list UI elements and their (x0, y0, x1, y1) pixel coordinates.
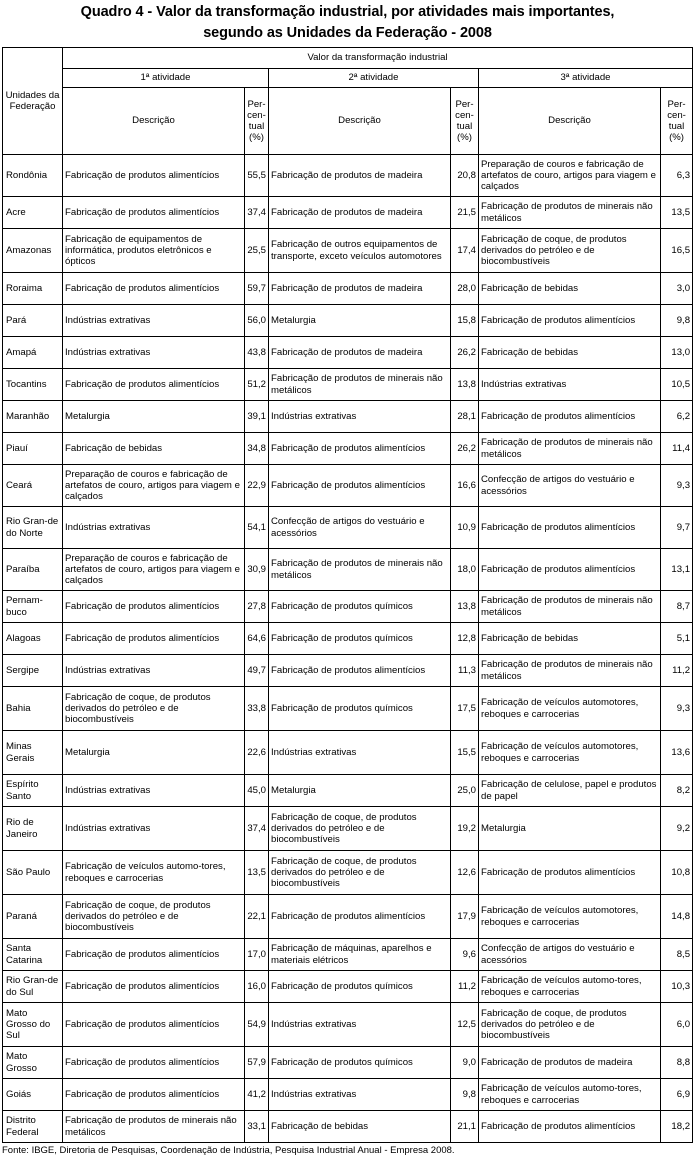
activity-3-percent: 13,0 (661, 337, 693, 369)
activity-1-description: Metalurgia (63, 731, 245, 775)
header-activity-3: 3ª atividade (479, 69, 693, 88)
activity-1-description: Fabricação de coque, de produtos derivados do petróleo e de biocombustíveis (63, 895, 245, 939)
activity-3-description: Fabricação de produtos alimentícios (479, 851, 661, 895)
uf-cell: Bahia (3, 687, 63, 731)
activity-2-description: Fabricação de coque, de produtos derivados do petróleo e de biocombustíveis (269, 807, 451, 851)
activity-3-percent: 8,5 (661, 939, 693, 971)
activity-1-description: Indústrias extrativas (63, 305, 245, 337)
activity-3-description: Fabricação de coque, de produtos derivados do petróleo e de biocombustíveis (479, 1003, 661, 1047)
activity-3-percent: 13,6 (661, 731, 693, 775)
activity-3-percent: 9,8 (661, 305, 693, 337)
activity-1-percent: 22,1 (245, 895, 269, 939)
activity-2-description: Fabricação de outros equipamentos de transporte, exceto veículos automotores (269, 229, 451, 273)
uf-cell: São Paulo (3, 851, 63, 895)
activity-1-description: Fabricação de equipamentos de informática, produtos eletrônicos e ópticos (63, 229, 245, 273)
activity-1-description: Fabricação de produtos alimentícios (63, 155, 245, 197)
activity-1-description: Indústrias extrativas (63, 775, 245, 807)
activity-2-description: Fabricação de máquinas, aparelhos e materiais elétricos (269, 939, 451, 971)
activity-2-description: Fabricação de produtos químicos (269, 687, 451, 731)
activity-2-description: Fabricação de produtos químicos (269, 591, 451, 623)
table-row (3, 1079, 693, 1111)
activity-2-description: Fabricação de produtos de madeira (269, 197, 451, 229)
activity-2-description: Fabricação de produtos químicos (269, 1047, 451, 1079)
header-desc-2: Descrição (269, 88, 451, 155)
activity-3-percent: 11,4 (661, 433, 693, 465)
uf-cell: Piauí (3, 433, 63, 465)
activity-3-percent: 6,3 (661, 155, 693, 197)
activity-2-description: Confecção de artigos do vestuário e acessórios (269, 507, 451, 549)
table-row (3, 971, 693, 1003)
activity-1-percent: 64,6 (245, 623, 269, 655)
activity-1-description: Fabricação de produtos alimentícios (63, 939, 245, 971)
table-row (3, 465, 693, 507)
uf-cell: Espírito Santo (3, 775, 63, 807)
table-row (3, 305, 693, 337)
activity-2-description: Fabricação de produtos de minerais não metálicos (269, 549, 451, 591)
activity-1-percent: 55,5 (245, 155, 269, 197)
activity-3-percent: 13,5 (661, 197, 693, 229)
activity-1-description: Fabricação de veículos automo-tores, reboques e carrocerias (63, 851, 245, 895)
activity-1-description: Fabricação de coque, de produtos derivados do petróleo e de biocombustíveis (63, 687, 245, 731)
activity-3-percent: 10,8 (661, 851, 693, 895)
header-desc-3: Descrição (479, 88, 661, 155)
activity-2-percent: 11,2 (451, 971, 479, 1003)
activity-2-percent: 9,8 (451, 1079, 479, 1111)
activity-3-description: Confecção de artigos do vestuário e acessórios (479, 465, 661, 507)
table-row (3, 591, 693, 623)
table-row (3, 895, 693, 939)
activity-2-description: Fabricação de produtos químicos (269, 623, 451, 655)
uf-cell: Goiás (3, 1079, 63, 1111)
activity-1-percent: 59,7 (245, 273, 269, 305)
uf-cell: Sergipe (3, 655, 63, 687)
activity-2-description: Fabricação de produtos de madeira (269, 273, 451, 305)
activity-2-description: Indústrias extrativas (269, 1079, 451, 1111)
table-row (3, 273, 693, 305)
activity-1-percent: 17,0 (245, 939, 269, 971)
activity-2-percent: 26,2 (451, 337, 479, 369)
activity-3-description: Fabricação de bebidas (479, 337, 661, 369)
activity-1-percent: 33,1 (245, 1111, 269, 1143)
activity-3-percent: 9,3 (661, 687, 693, 731)
activity-2-description: Fabricação de produtos de madeira (269, 337, 451, 369)
activity-2-description: Fabricação de produtos de madeira (269, 155, 451, 197)
activity-3-percent: 9,3 (661, 465, 693, 507)
activity-2-description: Fabricação de produtos alimentícios (269, 433, 451, 465)
uf-cell: Amapá (3, 337, 63, 369)
uf-cell: Distrito Federal (3, 1111, 63, 1143)
activity-3-description: Fabricação de produtos de minerais não metálicos (479, 197, 661, 229)
activity-3-percent: 6,2 (661, 401, 693, 433)
activity-1-description: Fabricação de produtos alimentícios (63, 971, 245, 1003)
uf-cell: Pará (3, 305, 63, 337)
uf-cell: Paraná (3, 895, 63, 939)
activity-1-description: Indústrias extrativas (63, 655, 245, 687)
activity-3-percent: 3,0 (661, 273, 693, 305)
activity-3-percent: 9,2 (661, 807, 693, 851)
uf-cell: Minas Gerais (3, 731, 63, 775)
uf-cell: Ceará (3, 465, 63, 507)
activity-3-description: Fabricação de produtos de minerais não metálicos (479, 433, 661, 465)
activity-3-description: Fabricação de coque, de produtos derivados do petróleo e de biocombustíveis (479, 229, 661, 273)
activity-3-description: Fabricação de veículos automo-tores, reboques e carrocerias (479, 971, 661, 1003)
activity-1-percent: 45,0 (245, 775, 269, 807)
header-pct-3: Per-cen-tual (%) (661, 88, 693, 155)
activity-1-percent: 54,1 (245, 507, 269, 549)
uf-cell: Rio Gran-de do Norte (3, 507, 63, 549)
activity-1-percent: 13,5 (245, 851, 269, 895)
uf-cell: Alagoas (3, 623, 63, 655)
activity-2-percent: 20,8 (451, 155, 479, 197)
activity-3-percent: 6,9 (661, 1079, 693, 1111)
activity-1-description: Fabricação de produtos alimentícios (63, 197, 245, 229)
activity-1-percent: 22,6 (245, 731, 269, 775)
table-row (3, 507, 693, 549)
activity-1-percent: 34,8 (245, 433, 269, 465)
activity-2-percent: 10,9 (451, 507, 479, 549)
uf-cell: Rondônia (3, 155, 63, 197)
title-line-2: segundo as Unidades da Federação - 2008 (203, 25, 492, 41)
source-note: Fonte: IBGE, Diretoria de Pesquisas, Coordenação de Indústria, Pesquisa Industrial Anual - Empresa 2008. (2, 1145, 455, 1156)
uf-cell: Acre (3, 197, 63, 229)
activity-1-description: Preparação de couros e fabricação de artefatos de couro, artigos para viagem e calçados (63, 465, 245, 507)
activity-1-percent: 49,7 (245, 655, 269, 687)
table-row (3, 197, 693, 229)
activity-3-percent: 16,5 (661, 229, 693, 273)
activity-3-description: Fabricação de produtos alimentícios (479, 1111, 661, 1143)
activity-2-percent: 18,0 (451, 549, 479, 591)
activity-2-percent: 12,6 (451, 851, 479, 895)
activity-2-percent: 21,5 (451, 197, 479, 229)
table-row (3, 229, 693, 273)
activity-2-percent: 25,0 (451, 775, 479, 807)
activity-1-description: Fabricação de produtos alimentícios (63, 1079, 245, 1111)
activity-3-percent: 8,8 (661, 1047, 693, 1079)
header-activity-2: 2ª atividade (269, 69, 479, 88)
activity-3-description: Fabricação de bebidas (479, 273, 661, 305)
activity-3-percent: 13,1 (661, 549, 693, 591)
header-uf: Unidades da Federação (3, 48, 63, 155)
activity-1-description: Fabricação de produtos alimentícios (63, 591, 245, 623)
table-row (3, 775, 693, 807)
activity-1-percent: 56,0 (245, 305, 269, 337)
activity-2-description: Fabricação de produtos químicos (269, 971, 451, 1003)
activity-1-percent: 25,5 (245, 229, 269, 273)
activity-3-percent: 8,2 (661, 775, 693, 807)
activity-3-percent: 10,3 (661, 971, 693, 1003)
activity-1-percent: 30,9 (245, 549, 269, 591)
activity-2-percent: 19,2 (451, 807, 479, 851)
activity-2-percent: 28,1 (451, 401, 479, 433)
activity-3-description: Fabricação de produtos de minerais não metálicos (479, 591, 661, 623)
uf-cell: Amazonas (3, 229, 63, 273)
header-activity-1: 1ª atividade (63, 69, 269, 88)
data-table (2, 47, 693, 1143)
activity-1-description: Indústrias extrativas (63, 337, 245, 369)
activity-3-description: Fabricação de veículos automo-tores, reboques e carrocerias (479, 1079, 661, 1111)
activity-3-percent: 18,2 (661, 1111, 693, 1143)
activity-2-percent: 12,5 (451, 1003, 479, 1047)
activity-1-percent: 43,8 (245, 337, 269, 369)
activity-2-percent: 13,8 (451, 369, 479, 401)
activity-1-percent: 51,2 (245, 369, 269, 401)
activity-1-percent: 27,8 (245, 591, 269, 623)
activity-1-percent: 39,1 (245, 401, 269, 433)
activity-1-percent: 33,8 (245, 687, 269, 731)
activity-1-percent: 37,4 (245, 807, 269, 851)
activity-3-percent: 11,2 (661, 655, 693, 687)
table-row (3, 1047, 693, 1079)
activity-2-percent: 28,0 (451, 273, 479, 305)
table-row (3, 623, 693, 655)
table-row (3, 939, 693, 971)
activity-2-description: Fabricação de produtos de minerais não metálicos (269, 369, 451, 401)
table-body (3, 155, 693, 1143)
activity-3-description: Fabricação de veículos automotores, reboques e carrocerias (479, 687, 661, 731)
activity-2-description: Indústrias extrativas (269, 401, 451, 433)
uf-cell: Paraíba (3, 549, 63, 591)
activity-1-percent: 16,0 (245, 971, 269, 1003)
header-pct-1: Per-cen-tual (%) (245, 88, 269, 155)
table-row (3, 369, 693, 401)
activity-2-description: Fabricação de produtos alimentícios (269, 895, 451, 939)
activity-2-description: Fabricação de bebidas (269, 1111, 451, 1143)
uf-cell: Mato Grosso do Sul (3, 1003, 63, 1047)
activity-3-description: Indústrias extrativas (479, 369, 661, 401)
table-row (3, 687, 693, 731)
activity-3-description: Fabricação de produtos alimentícios (479, 401, 661, 433)
table-row (3, 337, 693, 369)
header-pct-2: Per-cen-tual (%) (451, 88, 479, 155)
activity-1-description: Preparação de couros e fabricação de artefatos de couro, artigos para viagem e calçados (63, 549, 245, 591)
activity-2-percent: 15,5 (451, 731, 479, 775)
activity-3-description: Fabricação de produtos alimentícios (479, 549, 661, 591)
activity-3-description: Fabricação de bebidas (479, 623, 661, 655)
activity-3-description: Fabricação de produtos alimentícios (479, 507, 661, 549)
activity-3-percent: 10,5 (661, 369, 693, 401)
table-row (3, 401, 693, 433)
activity-2-percent: 17,5 (451, 687, 479, 731)
activity-1-description: Metalurgia (63, 401, 245, 433)
activity-3-description: Fabricação de veículos automotores, reboques e carrocerias (479, 731, 661, 775)
table-row (3, 807, 693, 851)
activity-3-description: Confecção de artigos do vestuário e acessórios (479, 939, 661, 971)
title-line-1: Quadro 4 - Valor da transformação industrial, por atividades mais importantes, (80, 4, 615, 20)
activity-1-description: Fabricação de produtos alimentícios (63, 273, 245, 305)
activity-3-description: Fabricação de produtos alimentícios (479, 305, 661, 337)
uf-cell: Rio Gran-de do Sul (3, 971, 63, 1003)
activity-1-description: Indústrias extrativas (63, 807, 245, 851)
activity-1-description: Fabricação de produtos alimentícios (63, 1047, 245, 1079)
activity-3-description: Fabricação de veículos automotores, reboques e carrocerias (479, 895, 661, 939)
activity-1-description: Fabricação de produtos alimentícios (63, 369, 245, 401)
activity-2-description: Indústrias extrativas (269, 731, 451, 775)
activity-2-description: Fabricação de produtos alimentícios (269, 465, 451, 507)
activity-2-percent: 26,2 (451, 433, 479, 465)
uf-cell: Santa Catarina (3, 939, 63, 971)
activity-2-percent: 16,6 (451, 465, 479, 507)
activity-1-percent: 22,9 (245, 465, 269, 507)
table-row (3, 549, 693, 591)
activity-3-description: Preparação de couros e fabricação de artefatos de couro, artigos para viagem e calçados (479, 155, 661, 197)
uf-cell: Mato Grosso (3, 1047, 63, 1079)
table-row (3, 433, 693, 465)
activity-2-percent: 12,8 (451, 623, 479, 655)
activity-2-percent: 13,8 (451, 591, 479, 623)
activity-2-description: Metalurgia (269, 305, 451, 337)
activity-1-description: Indústrias extrativas (63, 507, 245, 549)
activity-1-percent: 37,4 (245, 197, 269, 229)
activity-3-description: Fabricação de produtos de madeira (479, 1047, 661, 1079)
header-desc-1: Descrição (63, 88, 245, 155)
activity-3-description: Metalurgia (479, 807, 661, 851)
uf-cell: Tocantins (3, 369, 63, 401)
table-row (3, 731, 693, 775)
table-row (3, 155, 693, 197)
table-row (3, 1111, 693, 1143)
activity-1-description: Fabricação de bebidas (63, 433, 245, 465)
activity-2-percent: 17,9 (451, 895, 479, 939)
activity-1-description: Fabricação de produtos de minerais não metálicos (63, 1111, 245, 1143)
activity-2-percent: 17,4 (451, 229, 479, 273)
activity-1-description: Fabricação de produtos alimentícios (63, 623, 245, 655)
activity-3-description: Fabricação de produtos de minerais não metálicos (479, 655, 661, 687)
table-row (3, 1003, 693, 1047)
activity-1-percent: 57,9 (245, 1047, 269, 1079)
activity-3-percent: 5,1 (661, 623, 693, 655)
activity-1-description: Fabricação de produtos alimentícios (63, 1003, 245, 1047)
table-row (3, 655, 693, 687)
header-group: Valor da transformação industrial (63, 48, 693, 69)
activity-2-percent: 11,3 (451, 655, 479, 687)
uf-cell: Maranhão (3, 401, 63, 433)
activity-2-percent: 9,6 (451, 939, 479, 971)
activity-3-percent: 9,7 (661, 507, 693, 549)
activity-3-percent: 8,7 (661, 591, 693, 623)
table-row (3, 851, 693, 895)
activity-2-description: Metalurgia (269, 775, 451, 807)
activity-3-percent: 6,0 (661, 1003, 693, 1047)
activity-2-percent: 21,1 (451, 1111, 479, 1143)
activity-3-percent: 14,8 (661, 895, 693, 939)
uf-cell: Rio de Janeiro (3, 807, 63, 851)
activity-1-percent: 54,9 (245, 1003, 269, 1047)
activity-2-description: Fabricação de produtos alimentícios (269, 655, 451, 687)
table-title (0, 0, 695, 44)
activity-1-percent: 41,2 (245, 1079, 269, 1111)
activity-2-description: Fabricação de coque, de produtos derivados do petróleo e de biocombustíveis (269, 851, 451, 895)
activity-2-percent: 15,8 (451, 305, 479, 337)
uf-cell: Pernam-buco (3, 591, 63, 623)
uf-cell: Roraima (3, 273, 63, 305)
activity-3-description: Fabricação de celulose, papel e produtos de papel (479, 775, 661, 807)
activity-2-description: Indústrias extrativas (269, 1003, 451, 1047)
activity-2-percent: 9,0 (451, 1047, 479, 1079)
